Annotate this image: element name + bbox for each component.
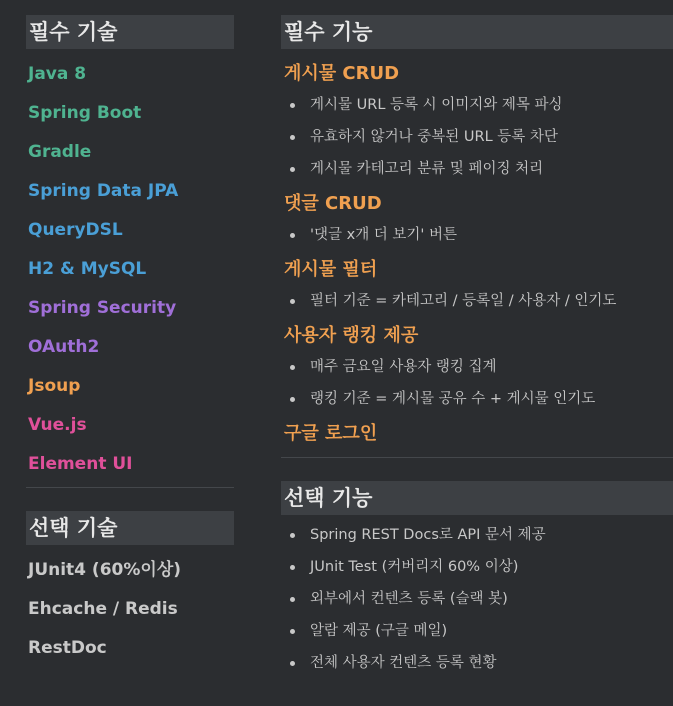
feature-bullet: Spring REST Docs로 API 문서 제공 [281, 519, 673, 551]
optional-features-header: 선택 기능 [281, 481, 673, 515]
feature-bullet: JUnit Test (커버리지 60% 이상) [281, 551, 673, 583]
right-column [281, 15, 673, 679]
tech-item: Gradle [28, 142, 92, 162]
tech-item: OAuth2 [28, 337, 100, 357]
feature-bullet: 전체 사용자 컨텐츠 등록 현황 [281, 647, 673, 679]
tech-item: Java 8 [28, 64, 87, 84]
tech-item: H2 & MySQL [28, 259, 147, 279]
optional-tech-item: RestDoc [28, 638, 107, 658]
feature-bullet: 매주 금요일 사용자 랭킹 집계 [281, 351, 673, 383]
feature-title-comment-crud: 댓글 CRUD [284, 193, 382, 214]
feature-bullet: 외부에서 컨텐츠 등록 (슬랙 봇) [281, 583, 673, 615]
feature-title-post-crud: 게시물 CRUD [284, 63, 400, 84]
tech-item: Spring Data JPA [28, 181, 179, 201]
feature-bullets [281, 285, 673, 317]
tech-item: Spring Security [28, 298, 177, 318]
feature-bullet: 알람 제공 (구글 메일) [281, 615, 673, 647]
feature-title-post-filter: 게시물 필터 [284, 259, 378, 280]
optional-tech-item: Ehcache / Redis [28, 599, 178, 619]
optional-feature-bullets [281, 519, 673, 679]
section-divider [26, 487, 234, 488]
section-divider [281, 457, 673, 458]
feature-bullet: 유효하지 않거나 중복된 URL 등록 차단 [281, 121, 673, 153]
feature-title-google-login: 구글 로그인 [284, 423, 378, 444]
feature-bullet: 게시물 URL 등록 시 이미지와 제목 파싱 [281, 89, 673, 121]
optional-tech-header: 선택 기술 [26, 511, 234, 545]
tech-item: Vue.js [28, 415, 87, 435]
feature-bullets [281, 219, 673, 251]
feature-bullets [281, 351, 673, 415]
optional-tech-item: JUnit4 (60%이상) [28, 560, 182, 580]
tech-item: Element UI [28, 454, 133, 474]
feature-bullets [281, 89, 673, 185]
tech-item: Spring Boot [28, 103, 142, 123]
feature-bullet: 게시물 카테고리 분류 및 페이징 처리 [281, 153, 673, 185]
left-column [26, 15, 234, 668]
feature-bullet: '댓글 x개 더 보기' 버튼 [281, 219, 673, 251]
optional-tech-list [26, 551, 234, 668]
feature-bullet: 필터 기준 = 카테고리 / 등록일 / 사용자 / 인기도 [281, 285, 673, 317]
required-features-header: 필수 기능 [281, 15, 673, 49]
required-tech-header: 필수 기술 [26, 15, 234, 49]
feature-bullet: 랭킹 기준 = 게시물 공유 수 + 게시물 인기도 [281, 383, 673, 415]
feature-title-user-ranking: 사용자 랭킹 제공 [284, 325, 419, 346]
tech-item: QueryDSL [28, 220, 123, 240]
required-tech-list [26, 55, 234, 484]
tech-item: Jsoup [28, 376, 81, 396]
